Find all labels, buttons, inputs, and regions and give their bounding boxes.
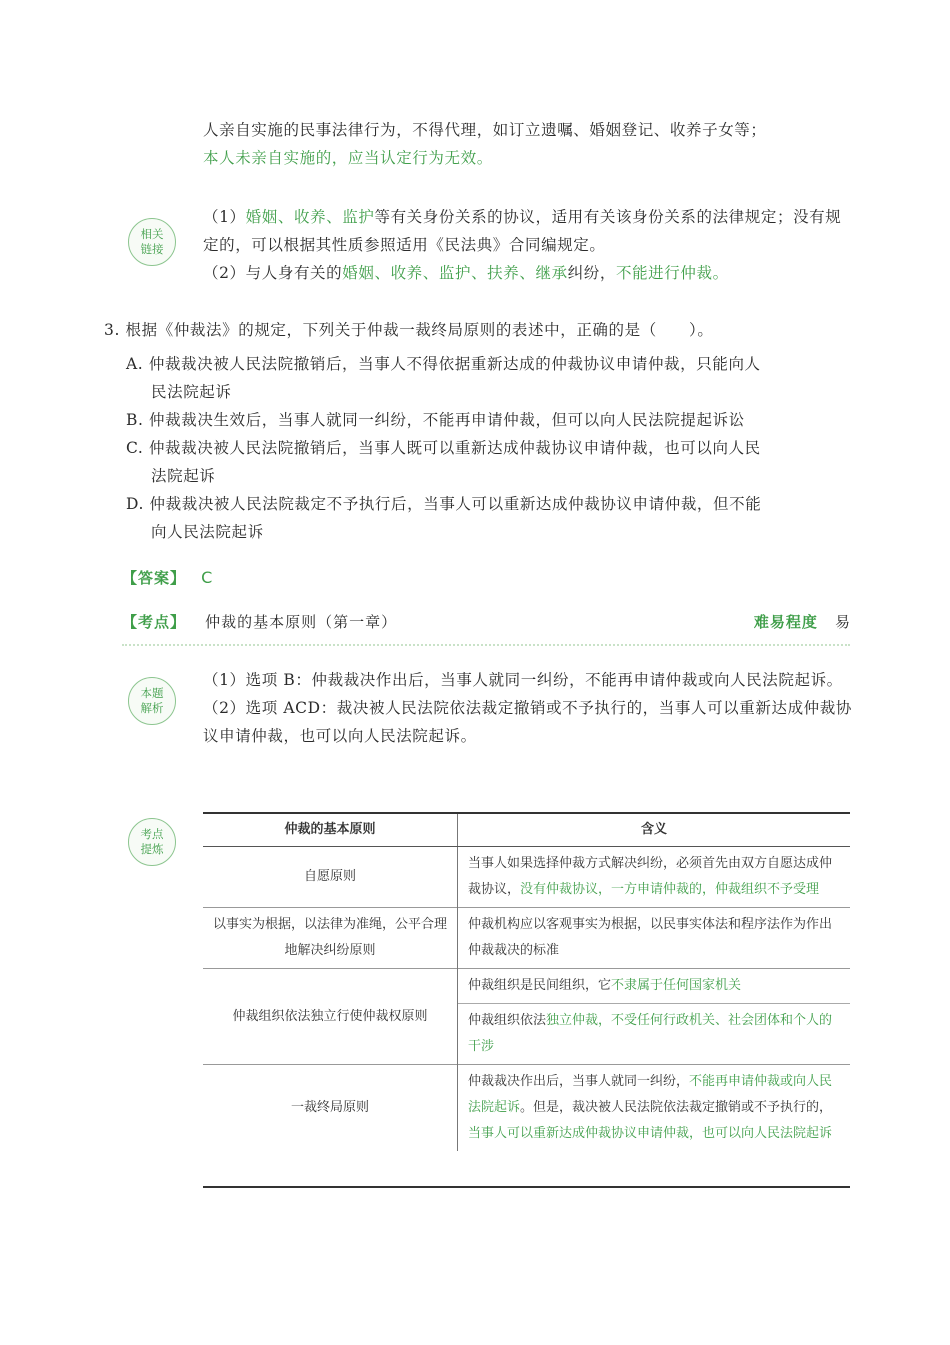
option-d: D. 仲裁裁决被人民法院裁定不予执行后，当事人可以重新达成仲裁协议申请仲裁，但不能 向人民法院起诉 bbox=[126, 495, 762, 541]
tips-badge: 考点 提炼 bbox=[128, 818, 176, 866]
question-stem: 3. 根据《仲裁法》的规定，下列关于仲裁一裁终局原则的表述中，正确的是（ ）。 bbox=[104, 321, 714, 339]
principle-name: 一裁终局原则 bbox=[203, 1065, 458, 1152]
principle-meaning: 当事人如果选择仲裁方式解决纠纷，必须首先由双方自愿达成仲裁协议，没有仲裁协议，一方申请仲裁的，仲裁组织不予受理 bbox=[468, 856, 833, 897]
related-item-2: （2）与人身有关的婚姻、收养、监护、扶养、继承纠纷，不能进行仲裁。 bbox=[203, 264, 729, 282]
answer-value: C bbox=[201, 568, 213, 587]
question-options bbox=[126, 350, 856, 546]
principle-name: 仲裁组织依法独立行使仲裁权原则 bbox=[203, 969, 458, 1065]
answer-row bbox=[122, 567, 212, 588]
table-header: 仲裁的基本原则 bbox=[203, 814, 458, 847]
table-header-row bbox=[203, 814, 850, 847]
option-c: C. 仲裁裁决被人民法院撤销后，当事人既可以重新达成仲裁协议申请仲裁，也可以向人民 法院起诉 bbox=[126, 439, 761, 485]
principle-meaning: 仲裁机构应以客观事实为根据，以民事实体法和程序法作为作出仲裁裁决的标准 bbox=[458, 908, 851, 969]
principles-table bbox=[203, 814, 850, 1151]
analysis-p1: （1）选项 B：仲裁裁决作出后，当事人就同一纠纷，不能再申请仲裁或向人民法院起诉。 bbox=[203, 671, 843, 689]
analysis-text bbox=[203, 666, 853, 750]
analysis-badge: 本题 解析 bbox=[128, 677, 176, 725]
badge-text: 相关 bbox=[140, 227, 164, 241]
principle-name: 以事实为根据，以法律为准绳，公平合理地解决纠纷原则 bbox=[203, 908, 458, 969]
option-a: A. 仲裁裁决被人民法院撤销后，当事人不得依据重新达成的仲裁协议申请仲裁，只能向人 民法院起诉 bbox=[126, 355, 761, 401]
related-link-text bbox=[203, 203, 853, 287]
table-row bbox=[203, 969, 850, 1004]
table-row bbox=[203, 847, 850, 908]
kaodian-label: 【考点】 bbox=[122, 613, 187, 631]
principle-meaning: 仲裁裁决作出后，当事人就同一纠纷，不能再申请仲裁或向人民法院起诉。但是，裁决被人民法院依法裁定撤销或不予执行的，当事人可以重新达成仲裁协议申请仲裁，也可以向人民法院起诉 bbox=[458, 1065, 851, 1152]
difficulty-label: 难易程度 bbox=[753, 613, 818, 631]
principle-meaning: 仲裁组织是民间组织，它不隶属于任何国家机关 bbox=[458, 969, 851, 1004]
difficulty-value: 易 bbox=[834, 613, 850, 631]
related-link-badge bbox=[128, 218, 176, 266]
principle-meaning: 仲裁组织依法独立仲裁，不受任何行政机关、社会团体和个人的干涉 bbox=[458, 1004, 851, 1065]
intro-line-2: 本人未亲自实施的，应当认定行为无效。 bbox=[203, 149, 493, 167]
kaodian-value: 仲裁的基本原则（第一章） bbox=[205, 613, 398, 631]
difficulty bbox=[754, 611, 850, 632]
badge-text: 链接 bbox=[140, 242, 164, 256]
table-bottom-rule bbox=[203, 1186, 850, 1188]
option-b: B. 仲裁裁决生效后，当事人就同一纠纷，不能再申请仲裁，但可以向人民法院提起诉讼 bbox=[126, 411, 745, 429]
principle-name: 自愿原则 bbox=[203, 847, 458, 908]
analysis-p2: （2）选项 ACD：裁决被人民法院依法裁定撤销或不予执行的，当事人可以重新达成仲裁协议申请仲裁，也可以向人民法院起诉。 bbox=[203, 699, 852, 745]
intro-line-1: 人亲自实施的民事法律行为，不得代理，如订立遗嘱、婚姻登记、收养子女等； bbox=[203, 121, 767, 139]
answer-label: 【答案】 bbox=[122, 569, 187, 587]
related-item-1: （1）婚姻、收养、监护等有关身份关系的协议，适用有关该身份关系的法律规定；没有规定的，可以根据其性质参照适用《民法典》合同编规定。 bbox=[203, 208, 842, 254]
table-row bbox=[203, 908, 850, 969]
section-divider bbox=[122, 644, 850, 646]
intro-paragraph bbox=[203, 116, 853, 172]
table-header: 含义 bbox=[458, 814, 851, 847]
kaodian-row bbox=[122, 611, 850, 632]
table-row bbox=[203, 1065, 850, 1152]
